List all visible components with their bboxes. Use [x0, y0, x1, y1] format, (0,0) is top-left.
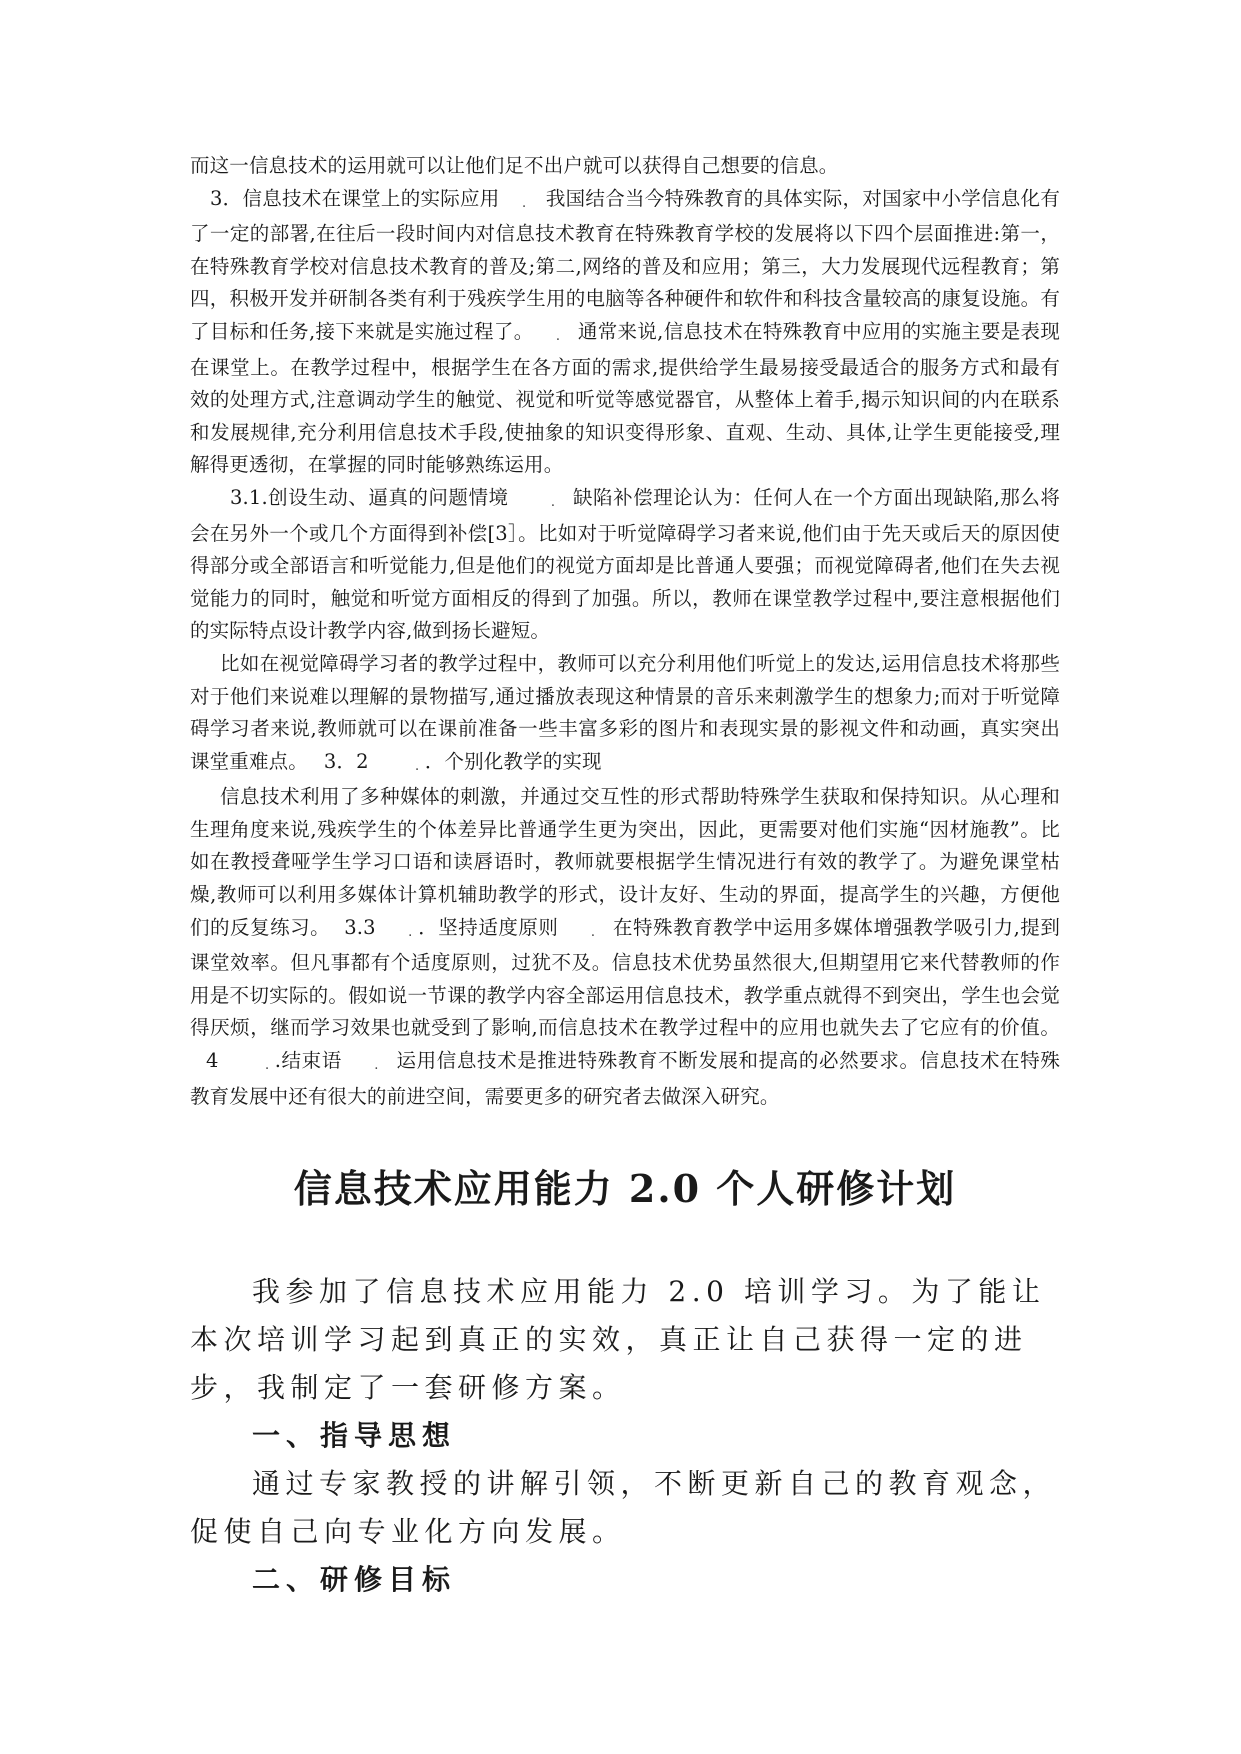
- heading-study-goals: 二、研修目标: [252, 1563, 457, 1596]
- paragraph-text: 缺陷补偿理论认为：任何人在一个方面出现缺陷,那么将会在另外一个或几个方面得到补偿[3］。比如对于听觉障碍学习者来说,他们由于先天或后天的原因使得部分或全部语言和听觉能力,但是他们的视觉方面却是比普通人要强；而视觉障碍者,他们在失去视觉能力的同时，触觉和听觉方面相反的得到了加强。所以，教师在课堂教学过程中,要注意根据他们的实际特点设计教学内容,做到扬长避短。: [190, 485, 1060, 643]
- article-body: [190, 150, 1060, 1113]
- paragraph-text: 而这一信息技术的运用就可以让他们足不出户就可以获得自己想要的信息。: [190, 154, 839, 177]
- paragraph-text: 在特殊教育教学中运用多媒体增强教学吸引力,提到课堂效率。但凡事都有个适度原则，过犹不及。信息技术优势虽然很大,但期望用它来代替教师的作用是不切实际的。假如说一节课的教学内容全部运用信息技术，教学重点就得不到突出，学生也会觉得厌烦，继而学习效果也就受到了影响,而信息技术在教学过程中的应用也就失去了它应有的价值。: [190, 915, 1060, 1040]
- section-number-4: 4: [206, 1049, 219, 1073]
- placeholder-mark: ฺ: [268, 1056, 269, 1072]
- paragraph-text: 运用信息技术是推进特殊教育不断发展和提高的必然要求。信息技术在特殊教育发展中还有很大的前进空间，需要更多的研究者去做深入研究。: [190, 1049, 1060, 1108]
- placeholder-mark: ฺ: [411, 922, 412, 938]
- document-title: 信息技术应用能力 2.0 个人研修计划: [293, 1166, 957, 1211]
- section-heading-3-1: 3.1.创设生动、逼真的问题情境: [230, 485, 509, 509]
- placeholder-mark: ฺ: [554, 492, 555, 508]
- paragraph: [190, 648, 1060, 781]
- section-number-3-3: 3.3: [344, 915, 376, 939]
- section-heading-3: 3．信息技术在课堂上的实际应用: [210, 186, 500, 210]
- placeholder-mark: ฺ: [594, 922, 595, 938]
- paragraph: [190, 482, 1060, 648]
- section-heading-3-2: ．个别化教学的实现: [424, 749, 602, 773]
- paragraph-text: 我国结合当今特殊教育的具体实际，对国家中小学信息化有了一定的部署,在往后一段时间内对信息技术教育在特殊教育学校的发展将以下四个层面推进:第一，在特殊教育学校对信息技术教育的普及;第二,网络的普及和应用；第三，大力发展现代远程教育；第四，积极开发并研制各类有利于残疾学生用的电脑等各种硬件和软件和科技含量较高的康复设施。有了目标和任务,接下来就是实施过程了。: [190, 186, 1060, 343]
- heading-guiding-thought: 一、指导思想: [252, 1419, 457, 1452]
- guiding-thought-paragraph: 通过专家教授的讲解引领，不断更新自己的教育观念，促使自己向专业化方向发展。: [190, 1467, 1057, 1548]
- paragraph: [190, 183, 1060, 482]
- section-number-3-2: 3．2: [323, 749, 369, 773]
- placeholder-mark: ฺ: [377, 1056, 379, 1072]
- paragraph-text: 通常来说,信息技术在特殊教育中应用的实施主要是表现在课堂上。在教学过程中，根据学生在各方面的需求,提供给学生最易接受最适合的服务方式和最有效的处理方式,注意调动学生的触觉、视觉和听觉等感觉器官，从整体上着手,揭示知识间的内在联系和发展规律,充分利用信息技术手段,使抽象的知识变得形象、直观、生动、具体,让学生更能接受,理解得更透彻，在掌握的同时能够熟练运用。: [190, 319, 1061, 477]
- paragraph-text: 信息技术利用了多种媒体的刺激，并通过交互性的形式帮助特殊学生获取和保持知识。从心理和生理角度来说,残疾学生的个体差异比普通学生更为突出，因此，更需要对他们实施“因材施教”。比如在教授聋哑学生学习口语和读唇语时，教师就要根据学生情况进行有效的教学了。为避免课堂枯燥,教师可以利用多媒体计算机辅助教学的形式，设计友好、生动的界面，提高学生的兴趣，方便他们的反复练习。: [190, 785, 1060, 939]
- paragraph: [190, 150, 1060, 183]
- placeholder-mark: ฺ: [559, 326, 560, 342]
- placeholder-mark: ฺ: [525, 193, 526, 209]
- intro-paragraph: 我参加了信息技术应用能力 2.0 培训学习。为了能让本次培训学习起到真正的实效，真正让自己获得一定的进步，我制定了一套研修方案。: [190, 1275, 1046, 1404]
- paragraph-text: 比如在视觉障碍学习者的教学过程中，教师可以充分利用他们听觉上的发达,运用信息技术将那些对于他们来说难以理解的景物描写,通过播放表现这种情景的音乐来刺激学生的想象力;而对于听觉障碍学习者来说,教师就可以在课前准备一些丰富多彩的图片和表现实景的影视文件和动画，真实突出课堂重难点。: [190, 651, 1060, 773]
- section-heading-4: .结束语: [274, 1049, 342, 1073]
- paragraph: [190, 781, 1060, 1113]
- placeholder-mark: ฺ: [418, 756, 419, 772]
- section-heading-3-3: ．坚持适度原则: [417, 915, 559, 939]
- plan-body: [190, 1268, 1062, 1604]
